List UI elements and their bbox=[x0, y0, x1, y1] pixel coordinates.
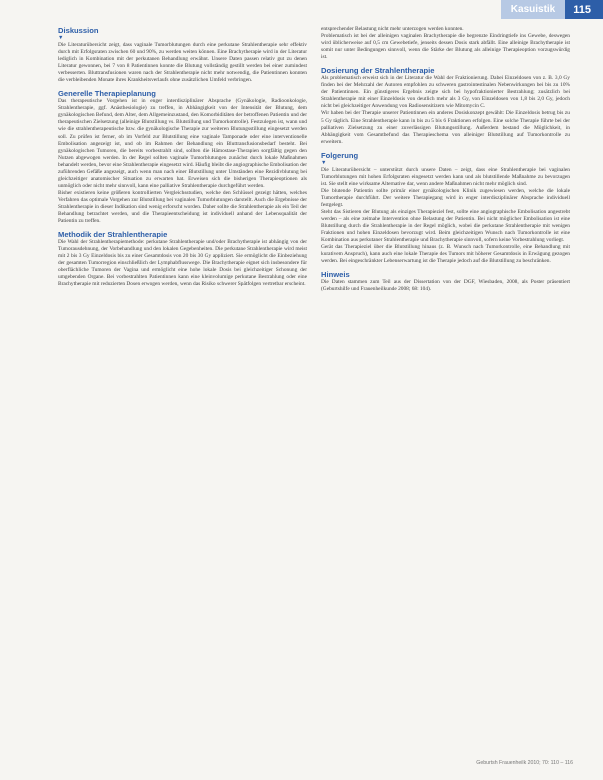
paragraph: Problematisch ist bei der alleinigen vaginalen Brachytherapie die begrenzte Eindringtiefe ins Gewebe, deswegen wird üblicherweise auf 0,5 cm Gewebetiefe, jenseits dessen Dosis stark abfällt. Eine alleinige Brachytherapie ist somit nur unter Bedingungen sinnvoll, wenn die Stärke der Blutung als alleinige Therapieoption vorzugswürdig ist. bbox=[321, 33, 570, 61]
section-diskussion bbox=[58, 26, 307, 84]
left-column bbox=[58, 26, 307, 746]
paragraph: Die Literaturübersicht zeigt, dass vaginale Tumorblutungen durch eine perkutane Strahlentherapie sehr effektiv durch mit Erfolgsraten zwischen 60 und 90%, zu werden weiten können. Eine Brachytherapie wird in der Literatur lediglich in Kombination mit der perkutanen Behandlung erwähnt. Unsere Daten passen relativ gut zu denen Literatur gewonnen, bei 7 von 8 Patientinnen konnte die Blutung vollständig gestillt werden bei einer zumindest verbesserten. Bluttransfusionen waren nach der Strahlentherapie nicht mehr notwendig, die Patientinnen konnten die verbleibenden Monate ihres Krankheitsverlaufs ohne zusätzlichen Umfeld verbringen. bbox=[58, 42, 307, 84]
paragraph: Die Literaturübersicht – unterstützt durch unsere Daten – zeigt, dass eine Strahlentherapie bei vaginalen Tumorblutungen mit hohen Erfolgsraten eingesetzt werden kann und als blutstillende Maßnahme zu bevorzugen ist. Sie stellt eine wirksame Alternative dar, wenn andere Maßnahmen nicht mehr möglich sind. bbox=[321, 166, 570, 187]
paragraph: entsprechender Belastung nicht mehr unterzogen werden konnten. bbox=[321, 26, 464, 32]
section-heading: Generelle Therapieplanung bbox=[58, 89, 156, 99]
section-marker-icon: ▼ bbox=[321, 159, 327, 166]
footer-citation: Geburtsh Frauenheilk 2010; 70: 110 – 116 bbox=[476, 760, 573, 766]
article-body bbox=[58, 26, 571, 746]
section-heading: Methodik der Strahlentherapie bbox=[58, 230, 168, 240]
paragraph: Bisher existieren keine größeren kontrollierten Vergleichsstudien, welche den Schlüssel gezeigt hätten, welches Verfahren das optimale Vorgehen zur Blutstillung bei vaginalen Tumorblutungen darstellt. Auch die Ergebnisse der Strahlentherapie in dieser Indikation sind wenig erforscht worden. Daher sollte die Strahlentherapie als ein Teil der Behandlung betrachtet werden, und die Therapieentscheidung ist individuell anhand der Lebensqualität der Patientin zu treffen. bbox=[58, 189, 307, 225]
section-methodik-der-strahlentherapie bbox=[58, 230, 307, 288]
paragraph: Die blutende Patientin sollte primär einer gynäkologischen Klinik zugewiesen werden, welche die lokale Tumortherapie durchführt. Der weitere Therapiegang wird in enger interdisziplinärer Absprache individuell festgelegt. bbox=[321, 187, 570, 208]
section-marker-icon: ▼ bbox=[58, 35, 64, 41]
paragraph: Die Wahl der Strahlentherapiemethode: perkutane Strahlentherapie und/oder Brachytherapie ist abhängig von der Tumorausdehnung, der Vorbehandlung und den lokalen Gegebenheiten. Die perkutane Strahlentherapie wird meist mit 2 bis 3 Gy Einzeldosis bis zu einer Gesamtdosis von 20 bis 30 Gy appliziert. Sie ermöglicht die Einbeziehung der gesamten Tumorregion einschließlich der Lymphabflusswege. Die Brachytherapie eignet sich insbesondere für oberflächliche Tumoren der Vagina und ermöglicht eine hohe lokale Dosis bei gleichzeitiger Schonung der umgebenden Organe. Bei vorbestrahlten Patientinnen kann eine kleinvolumige perkutane Bestrahlung oder eine Brachytherapie mit reduzierten Dosen erwogen werden, wenn das Risiko schwerer Spätfolgen vertretbar erscheint. bbox=[58, 239, 307, 288]
section-heading: Folgerung bbox=[321, 150, 359, 160]
paragraph: Die Daten stammen zum Teil aus der Dissertation von der DGF, Wiesbaden, 2008, als Poster präsentiert (Geburtshilfe und Frauenheilkunde 2008; 68: 104). bbox=[321, 279, 570, 293]
paragraph: Steht das Sistieren der Blutung als einziges Therapieziel fest, sollte eine angiographische Embolisation angestrebt werden – als eine zeitnahe Intervention ohne Belastung der Patientin. Bei nicht möglicher Embolisation ist eine Blutstillung durch die Strahlentherapie in der Regel möglich, wobei die perkutane Strahlentherapie mit wenigen Fraktionen und hohen Einzeldosen bevorzugt wird. Beim gleichzeitigen Wunsch nach Tumorkontrolle ist eine Kombination aus perkutaner Strahlentherapie und Brachytherapie sinnvoll, sofern keine Vorbestrahlung vorliegt. bbox=[321, 208, 570, 244]
paragraph: Das therapeutische Vorgehen ist in enger interdisziplinärer Absprache (Gynäkologie, Radioonkologie, Strahlentherapie, ggf. Anästhesiologie) zu treffen, in Abhängigkeit von der Intensität der Blutung, dem gynäkologischen Befund, dem Alter, dem Allgemeinzustand, den Komorbiditäten der betroffenen Patientin und der therapeutischen Zielsetzung (alleinige Blutstillung vs. Blutstillung und Tumorkontrolle). Festzulegen ist, wann und wie die strahlentherapeutische bzw. die gynäkologische Therapie zur weiteren Blutungsstillung eingesetzt werden soll. Zu prüfen ist ferner, ob im Vorfeld zur Blutstillung eine vaginale Tamponade oder eine interventionelle Embolisation angezeigt ist, und ob im Rahmen der Behandlung ein Bluttransfusionsbedarf besteht. Bei gynäkologischen Tumoren, die bereits vorbestrahlt sind, sollten die Hämostase-Therapien sorgfältig gegen den Nutzen abgewogen werden. In der Regel sollten vaginale Tumorblutungen zunächst durch lokale Maßnahmen behandelt werden, bevor eine Strahlentherapie eingesetzt wird. Häufig bleibt die angiographische Embolisation der zuführenden Gefäße angezeigt, auch wenn man nach einer Blutstillung unter Umständen eine Rezidivblutung bei gleichzeitiger anatomischer Situation zu erwarten hat. Erweisen sich die bisherigen Therapieoptionen als unmöglich oder nicht mehr sinnvoll, kann eine palliative Strahlentherapie durchgeführt werden. bbox=[58, 98, 307, 189]
section-dosierung-der-strahlentherapie bbox=[321, 66, 570, 145]
section-heading: Hinweis bbox=[321, 270, 350, 280]
section-folgerung bbox=[321, 151, 570, 266]
section-heading: Dosierung der Strahlentherapie bbox=[321, 66, 435, 76]
section-hinweis bbox=[321, 270, 570, 293]
paragraph: Wir haben bei der Therapie unserer Patientinnen ein anderes Dosiskonzept gewählt: Die Einzeldosis betrug bis zu 5 Gy täglich. Eine Strahlentherapie kann in bis zu 5 bis 6 Fraktionen erfolgen. Eine solche Therapie führte bei der palliativen Zielsetzung zu einer zuverlässigen Blutungsstillung. Außerdem bestand die Möglichkeit, in Abhängigkeit vom Gesamtbefund das Therapieschema von alleiniger Blutstillung auf Tumorkontrolle zu erweitern. bbox=[321, 110, 570, 145]
section-tag: Kasuistik bbox=[501, 0, 565, 19]
page-number: 115 bbox=[565, 0, 603, 19]
right-column bbox=[321, 26, 570, 746]
paragraph: Als problematisch erweist sich in der Literatur die Wahl der Fraktionierung. Dabei Einzeldosen von z. B. 3,0 Gy finden bei der Mehrzahl der Autoren empfohlen zu schweren gastrointestinalen Nebenwirkungen bei bis zu 10% der Patientinnen. Ein günstigeres Ergebnis zeigte sich bei hypofraktionierter Bestrahlung; zusätzlich bei Strahlentherapie mit einer Einzeldosis von deutlich mehr als 3 Gy, von Einzeldosen von 1,8 bis 2,0 Gy, jedoch nicht bei gleichzeitiger Anwendung von Radiosensitizern wie Mitomycin C. bbox=[321, 75, 570, 110]
section-heading: Diskussion bbox=[58, 26, 99, 35]
section-generelle-therapieplanung bbox=[58, 89, 307, 225]
section-continued bbox=[321, 26, 570, 61]
paragraph: Gerät das Therapieziel über die Blutstillung hinaus (z. B. Wunsch nach Tumorkontrolle, eine Behandlung mit kurativem Anspruch), kann auch eine lokale Therapie des Tumors mit höherer Gesamtdosis in Erwägung gezogen werden. Bei eingeschränkter Lebenserwartung ist die Therapie jedoch auf die Blutstillung zu beschränken. bbox=[321, 244, 570, 265]
page-header bbox=[501, 0, 603, 19]
